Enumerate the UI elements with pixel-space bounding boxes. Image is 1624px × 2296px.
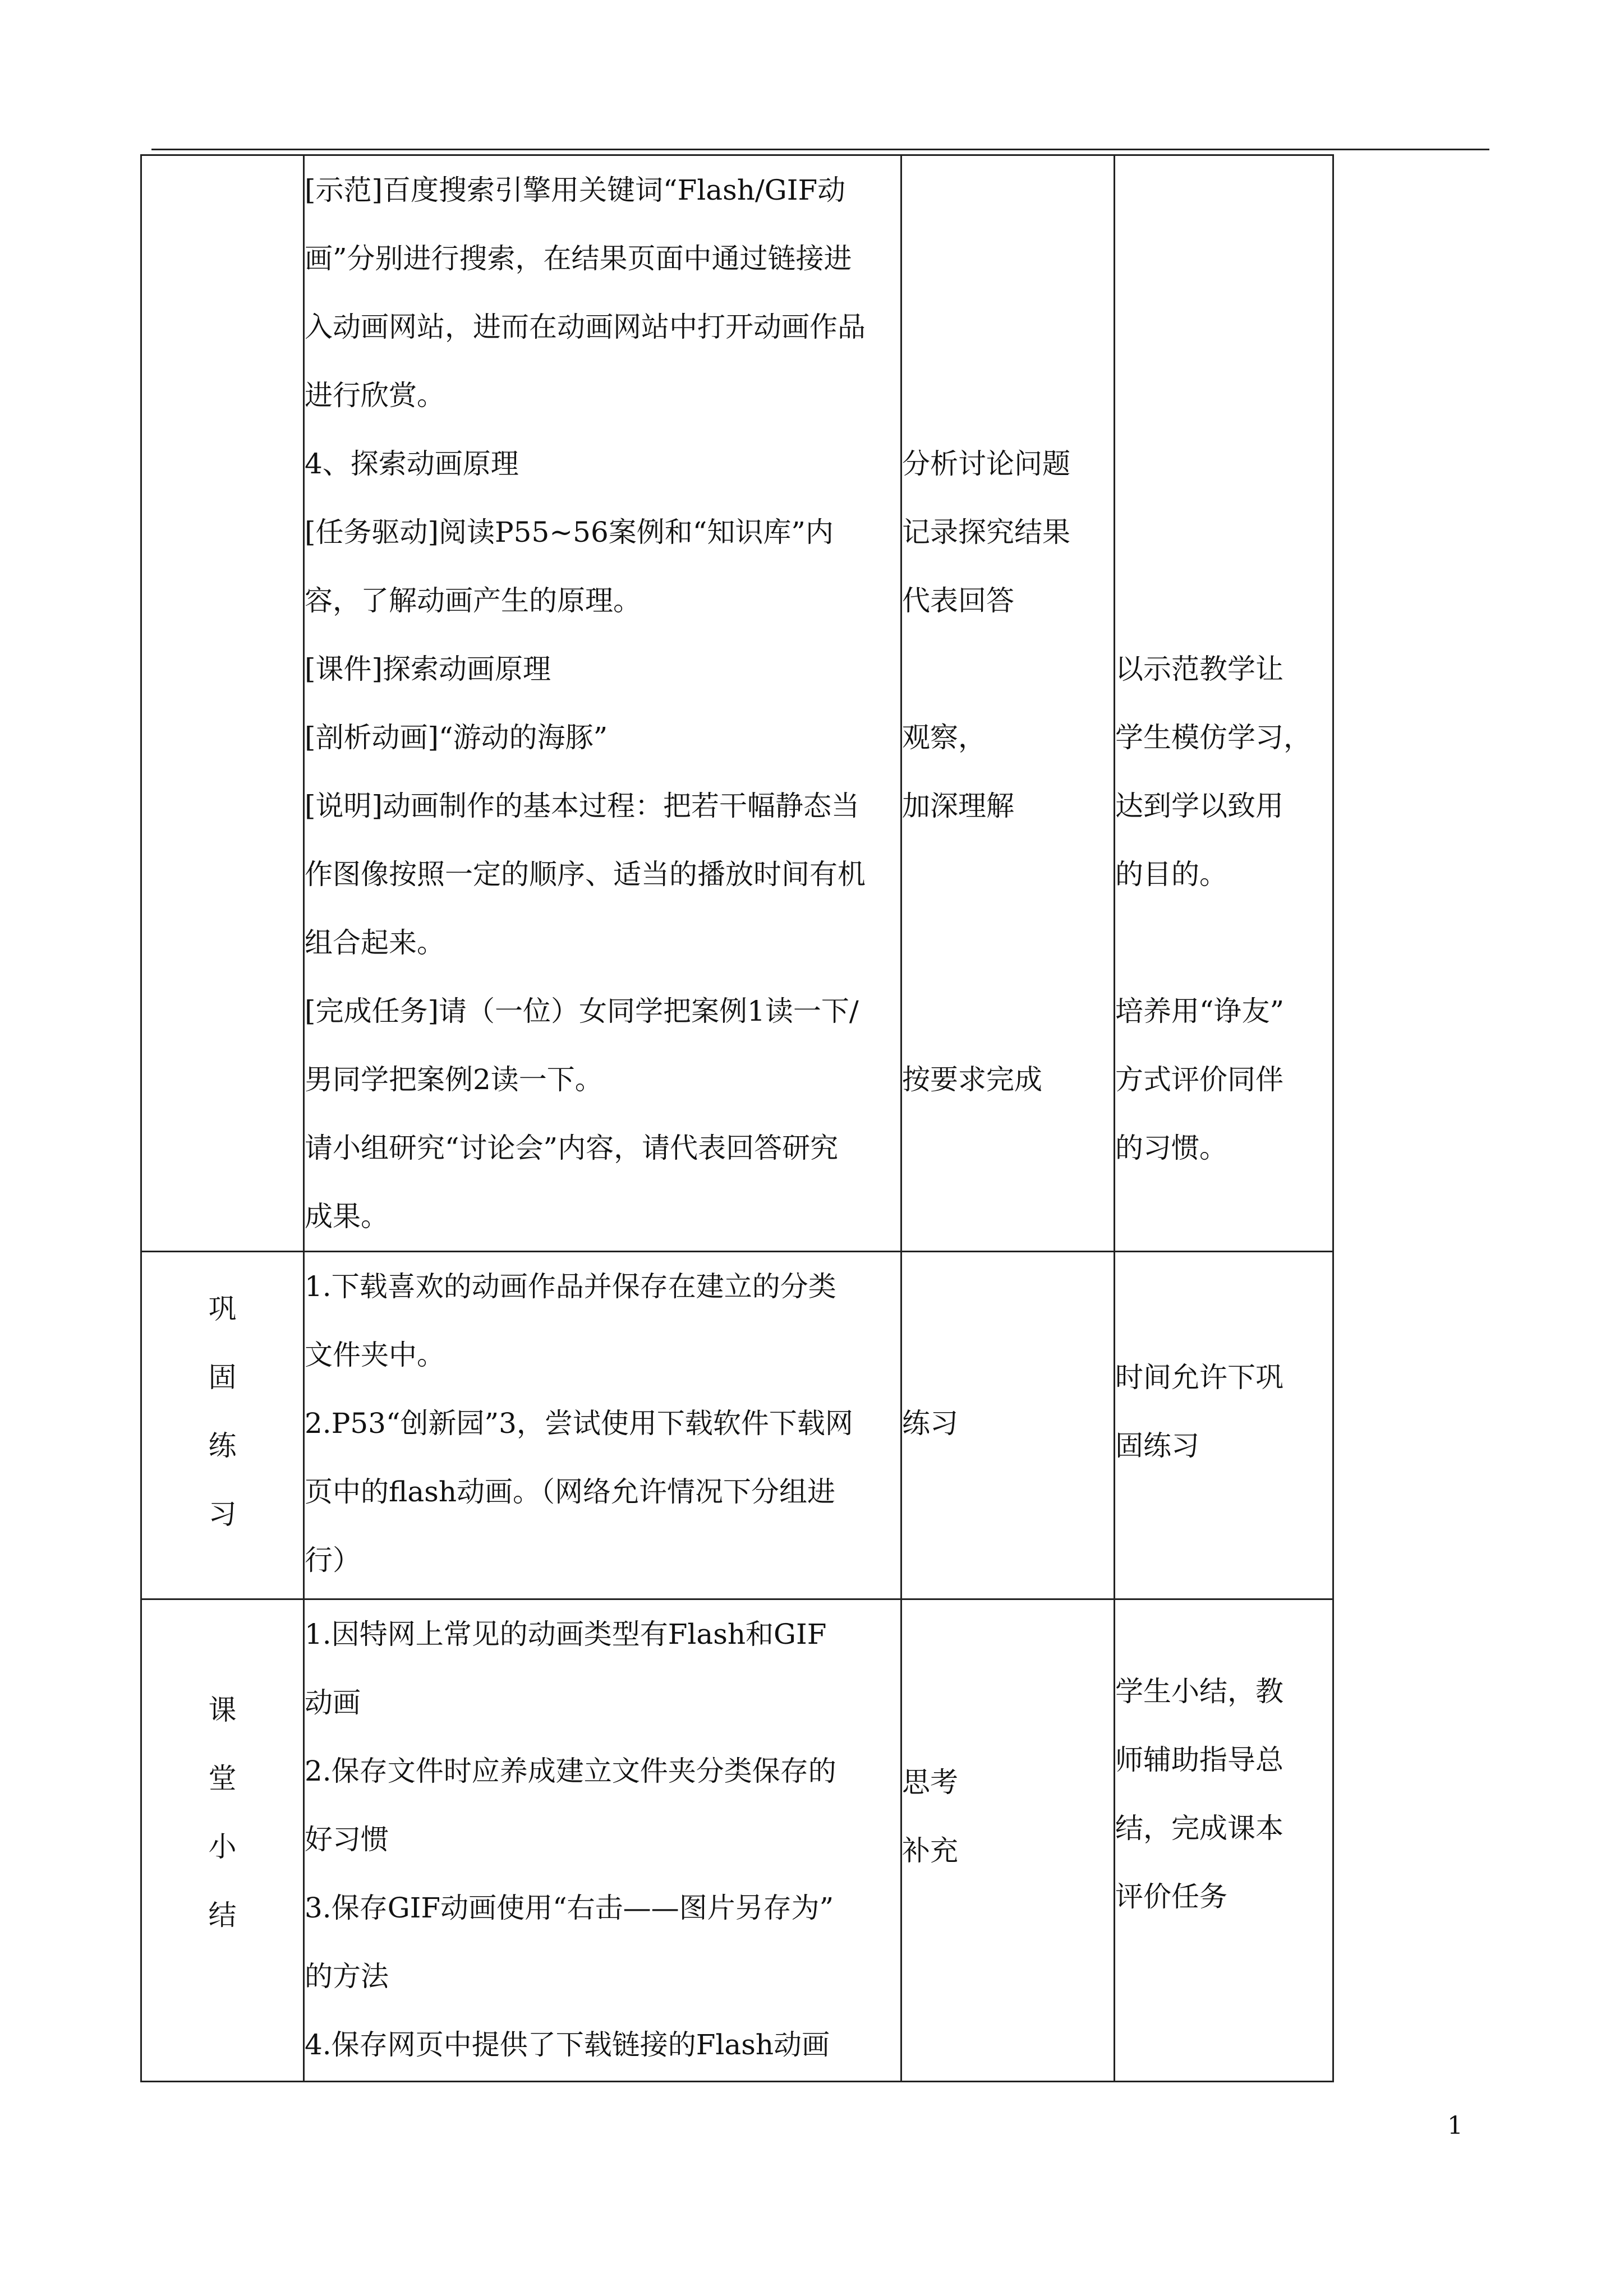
teacher-activity-cell [304,1252,901,1599]
table-row [141,155,1333,1252]
teacher-line: 动画 [305,1686,361,1719]
intent-line: 达到学以致用 [1115,790,1283,822]
teacher-activity-cell [304,155,901,1252]
student-line: 按要求完成 [902,1063,1042,1096]
table-row [141,1599,1333,2082]
student-line: 代表回答 [902,584,1014,617]
student-line: 观察， [902,721,986,754]
teacher-line: 男同学把案例2读一下。 [305,1063,603,1096]
stage-char: 小 [208,1831,237,1863]
stage-char: 结 [208,1899,237,1931]
teacher-line: 好习惯 [305,1823,389,1856]
page-number: 1 [1447,2111,1463,2140]
teacher-line: 2.保存文件时应养成建立文件夹分类保存的 [305,1755,836,1787]
student-line: 分析讨论问题 [902,448,1070,480]
stage-char: 课 [208,1694,237,1726]
teacher-line: 2.P53“创新园”3，尝试使用下载软件下载网 [305,1407,853,1440]
teacher-line: 容，了解动画产生的原理。 [305,584,641,617]
teacher-line: 行） [305,1544,361,1576]
teacher-line: 4.保存网页中提供了下载链接的Flash动画 [305,2028,830,2061]
intent-line: 结，完成课本 [1115,1812,1283,1845]
stage-char: 巩 [208,1293,237,1325]
stage-char: 堂 [208,1762,237,1795]
intent-line: 学生小结，教 [1115,1675,1283,1708]
student-activity-cell [901,1252,1115,1599]
student-activity-cell [901,1599,1115,2082]
teacher-line: 文件夹中。 [305,1339,445,1371]
student-line: 加深理解 [902,790,1014,822]
teacher-line: [完成任务]请（一位）女同学把案例1读一下/ [305,995,859,1027]
stage-cell-practice [141,1252,304,1599]
teacher-line: [任务驱动]阅读P55~56案例和“知识库”内 [305,516,834,548]
teacher-line: [说明]动画制作的基本过程：把若干幅静态当 [305,790,860,822]
stage-cell-summary [141,1599,304,2082]
student-activity-cell [901,155,1115,1252]
student-line: 练习 [902,1407,958,1440]
stage-char: 习 [208,1498,237,1530]
teacher-line: 4、探索动画原理 [305,448,519,480]
student-line: 补充 [902,1834,958,1867]
intent-line: 时间允许下巩 [1115,1361,1283,1394]
student-line: 记录探究结果 [902,516,1070,548]
teacher-line: 请小组研究“讨论会”内容，请代表回答研究 [305,1132,839,1164]
design-intent-cell [1115,155,1333,1252]
teacher-line: [剖析动画]“游动的海豚” [305,721,608,754]
intent-line: 方式评价同伴 [1115,1063,1283,1096]
teacher-line: 进行欣赏。 [305,379,445,412]
stage-cell [141,155,304,1252]
intent-line: 以示范教学让 [1115,653,1283,685]
teacher-line: 成果。 [305,1200,389,1233]
header-rule [151,149,1489,150]
intent-line: 学生模仿学习， [1115,721,1312,754]
teacher-activity-cell [304,1599,901,2082]
student-line: 思考 [902,1766,958,1799]
teacher-line: 3.保存GIF动画使用“右击——图片另存为” [305,1892,834,1924]
teacher-line: 1.下载喜欢的动画作品并保存在建立的分类 [305,1270,836,1303]
teacher-line: 作图像按照一定的顺序、适当的播放时间有机 [305,858,866,891]
teacher-line: 入动画网站，进而在动画网站中打开动画作品 [305,311,866,343]
teacher-line: 画”分别进行搜索，在结果页面中通过链接进 [305,242,852,275]
intent-line: 固练习 [1115,1430,1199,1462]
teacher-line: [示范]百度搜索引擎用关键词“Flash/GIF动 [305,174,846,206]
teacher-line: 页中的flash动画。（网络允许情况下分组进 [305,1476,836,1508]
intent-line: 师辅助指导总 [1115,1744,1283,1776]
teacher-line: [课件]探索动画原理 [305,653,551,685]
teacher-line: 1.因特网上常见的动画类型有Flash和GIF [305,1618,827,1650]
lesson-plan-table [140,154,1334,2082]
design-intent-cell [1115,1252,1333,1599]
intent-line: 的习惯。 [1115,1132,1227,1164]
design-intent-cell [1115,1599,1333,2082]
intent-line: 的目的。 [1115,858,1227,891]
stage-char: 练 [208,1430,237,1462]
table-row [141,1252,1333,1599]
teacher-line: 组合起来。 [305,926,445,959]
stage-char: 固 [208,1361,237,1394]
teacher-line: 的方法 [305,1960,389,1993]
intent-line: 培养用“诤友” [1115,995,1285,1027]
intent-line: 评价任务 [1115,1880,1227,1913]
